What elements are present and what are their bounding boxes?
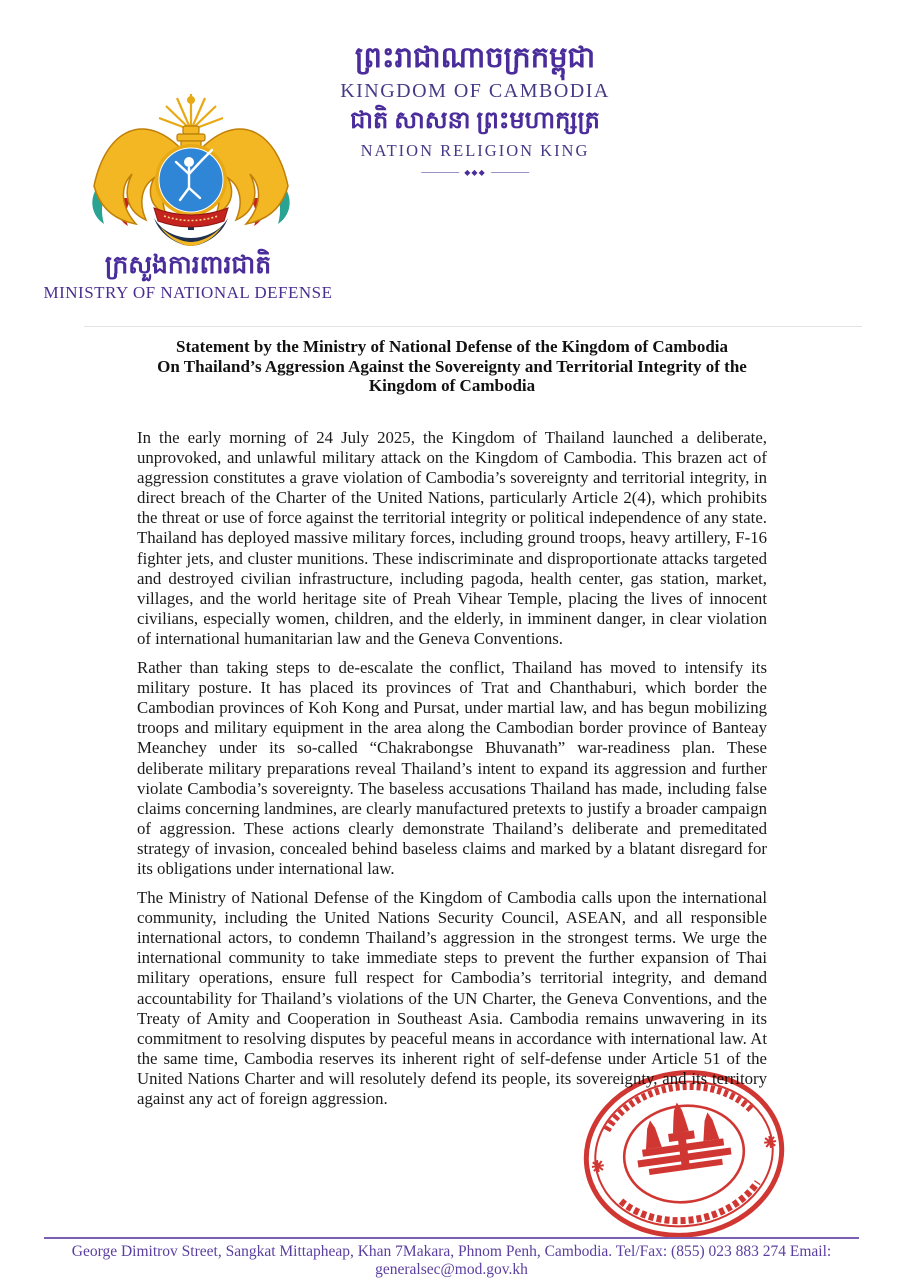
statement-title-line-2: On Thailand’s Aggression Against the Sovereignty and Territorial Integrity of the	[157, 356, 747, 376]
paragraph-1: In the early morning of 24 July 2025, the Kingdom of Thailand launched a deliberate, unprovoked, and unlawful military attack on the Kingdom of Cambodia. This brazen act of aggression constitutes a grave violation of Cambodia’s sovereignty and territorial integrity, in direct breach of the Charter of the United Nations, particularly Article 2(4), which prohibits the threat or use of force against the territorial integrity or political independence of any state. Thailand has deployed massive military forces, including ground troops, heavy artillery, F-16 fighter jets, and cluster munitions. These indiscriminate and disproportionate attacks targeted and destroyed civilian infrastructure, including pagoda, health center, gas station, market, villages, and the world heritage site of Preah Vihear Temple, placing the lives of innocent civilians, especially women, children, and the elderly, in imminent danger, in clear violation of international humanitarian law and the Geneva Conventions.	[137, 428, 767, 648]
nation-religion-king-motto: NATION RELIGION KING	[360, 141, 590, 161]
emblem-pedestal	[177, 126, 205, 147]
letterhead	[340, 40, 610, 177]
footer-address: George Dimitrov Street, Sangkat Mittapheap, Khan 7Makara, Phnom Penh, Cambodia. Tel/Fax: (855) 023 883 274 Email: generalsec@mod.gov.kh	[71, 1243, 832, 1278]
emblem-blue-disc	[155, 144, 227, 216]
paragraph-2: Rather than taking steps to de-escalate the conflict, Thailand has moved to intensify its military posture. It has placed its provinces of Trat and Chanthaburi, which border the Cambodian provinces of Koh Kong and Pursat, under martial law, and has begun mobilizing troops and military equipment in the area along the Cambodian border province of Banteay Meanchey under its so-called “Chakrabongse Bhuvanath” war-readiness plan. These deliberate military preparations reveal Thailand’s intent to expand its aggression and further violate Cambodia’s sovereignty. The baseless accusations Thailand has made, including false claims concerning landmines, are clearly manufactured pretexts to justify a broader campaign of aggression. These actions clearly demonstrate Thailand’s deliberate and premeditated strategy of invasion, concealed behind baseless claims and marked by a blatant disregard for its obligations under international law.	[137, 658, 767, 878]
ministry-name: MINISTRY OF NATIONAL DEFENSE	[43, 283, 333, 302]
divider-line-left	[421, 172, 459, 173]
statement-body	[137, 428, 767, 1118]
seal-angkor-wat-icon	[630, 1096, 733, 1176]
scan-crease-line	[84, 326, 862, 327]
statement-title-line-1: Statement by the Ministry of National Defense of the Kingdom of Cambodia	[176, 337, 728, 356]
khmer-kingdom-title: ព្រះរាជាណាចក្រកម្ពុជា	[354, 42, 596, 74]
khmer-motto: ជាតិ សាសនា ព្រះមហាក្សត្រ	[350, 108, 600, 135]
divider-line-right	[491, 172, 529, 173]
paragraph-3: The Ministry of National Defense of the Kingdom of Cambodia calls upon the international community, including the United Nations Security Council, ASEAN, and all responsible international actors, to condemn Thailand’s aggression in the strongest terms. We urge the international community to take immediate steps to prevent the further expansion of Thai military operations, ensure full respect for Cambodia’s territorial integrity, and demand accountability for Thailand’s violations of the UN Charter, the Geneva Conventions, and the Treaty of Amity and Cooperation in Southeast Asia. Cambodia remains unwavering in its commitment to resolving disputes by peaceful means in accordance with international law. At the same time, Cambodia reserves its inherent right of self-defense under Article 51 of the United Nations Charter and will resolutely defend its people, its sovereignty, and its territory against any act of foreign aggression.	[137, 888, 767, 1108]
kingdom-of-cambodia-title: KINGDOM OF CAMBODIA	[340, 80, 610, 103]
statement-title-line-3: Kingdom of Cambodia	[368, 376, 536, 395]
ministry-emblem-icon	[84, 90, 298, 248]
ornamental-divider	[340, 168, 610, 177]
divider-diamonds-icon: ◆◆◆	[464, 167, 486, 177]
official-red-seal	[570, 1055, 798, 1254]
footer-rule	[44, 1237, 859, 1239]
ministry-khmer-name: ក្រសួងការពារជាតិ	[104, 252, 272, 279]
statement-title	[136, 337, 768, 396]
